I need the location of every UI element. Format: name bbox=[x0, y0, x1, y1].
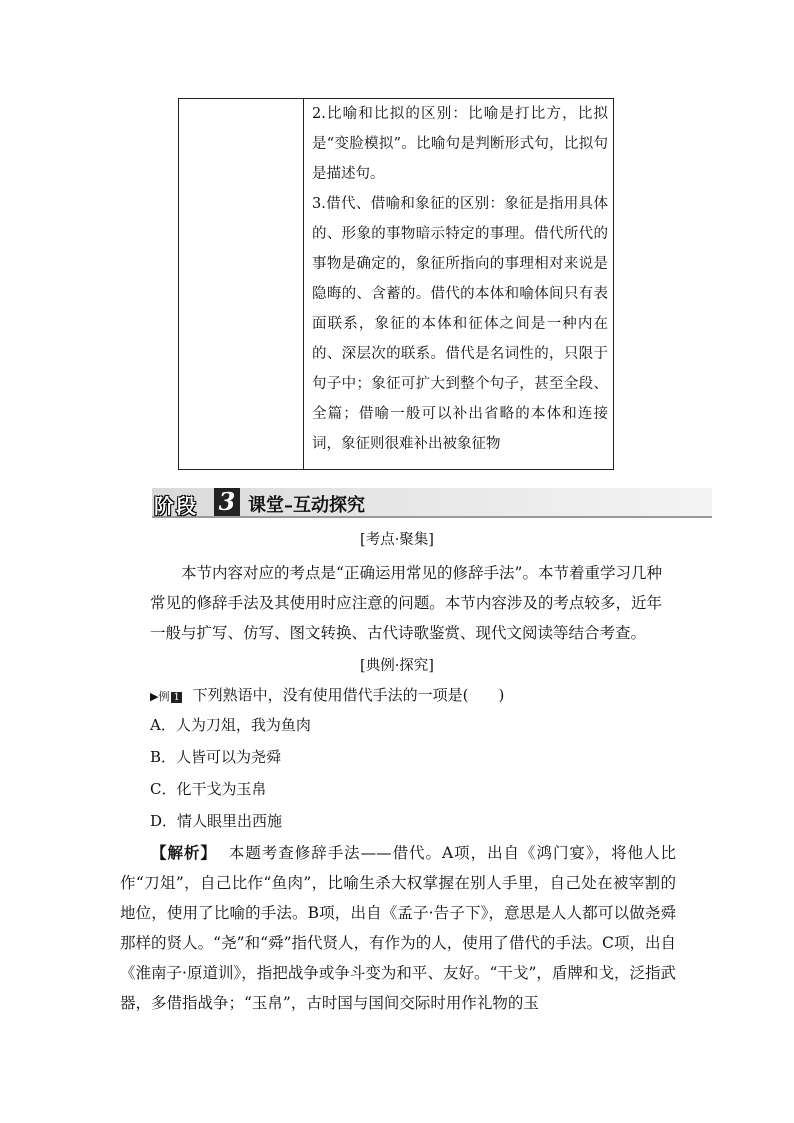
example-number: 1 bbox=[173, 692, 180, 703]
table-paragraph-2: 2.比喻和比拟的区别：比喻是打比方，比拟是“变脸模拟”。比喻句是判断形式句，比拟句是描述句。 bbox=[312, 106, 608, 182]
question-text: 下列熟语中，没有使用借代手法的一项是( ) bbox=[192, 686, 505, 704]
example-question bbox=[150, 684, 504, 705]
analysis-label: 【解析】 bbox=[151, 843, 217, 862]
table-right-cell bbox=[312, 99, 608, 459]
table-paragraph-3: 3.借代、借喻和象征的区别：象征是指用具体的、形象的事物暗示特定的事理。借代所代的事物是确定的，象征所指向的事理相对来说是隐晦的、含蓄的。借代的本体和喻体间只有表面联系，象征的本体和征体之间是一种内在的、深层次的联系。借代是名词性的，只限于句子中；象征可扩大到整个句子，甚至全段、全篇；借喻一般可以补出省略的本体和连接词，象征则很难补出被象征物 bbox=[312, 196, 608, 452]
analysis-paragraph bbox=[120, 838, 676, 1018]
comparison-table bbox=[178, 98, 614, 470]
table-left-cell bbox=[179, 99, 304, 469]
kaodian-heading: [考点·聚集] bbox=[360, 532, 434, 548]
analysis-text: 本题考查修辞手法——借代。A项，出自《鸿门宴》，将他人比作“刀俎”，自己比作“鱼肉”，比喻生杀大权掌握在别人手里，自己处在被宰割的地位，使用了比喻的手法。B项，出自《孟子·告子下》，意思是人人都可以做尧舜那样的贤人。“尧”和“舜”指代贤人，有作为的人，使用了借代的手法。C项，出自《淮南子·原道训》，指把战争或争斗变为和平、友好。“干戈”，盾牌和戈，泛指武器，多借指战争；“玉帛”，古时国与国间交际时用作礼物的玉 bbox=[120, 844, 676, 1012]
dianli-heading: [典例·探究] bbox=[360, 658, 434, 674]
stage-label: 阶段 bbox=[154, 494, 198, 518]
option-c: C．化干戈为玉帛 bbox=[150, 780, 267, 798]
option-b: B．人皆可以为尧舜 bbox=[150, 748, 282, 766]
stage-banner bbox=[152, 488, 712, 518]
option-a: A．人为刀俎，我为鱼肉 bbox=[150, 716, 311, 734]
stage-title: 课堂–互动探究 bbox=[248, 495, 365, 516]
example-marker: ▶例 1 bbox=[150, 690, 180, 703]
option-d: D．情人眼里出西施 bbox=[150, 812, 283, 830]
stage-number: 3 bbox=[214, 488, 240, 516]
kaodian-paragraph: 本节内容对应的考点是“正确运用常见的修辞手法”。本节着重学习几种常见的修辞手法及其使用时应注意的问题。本节内容涉及的考点较多，近年一般与扩写、仿写、图文转换、古代诗歌鉴赏、现代文阅读等结合考查。 bbox=[150, 564, 662, 642]
